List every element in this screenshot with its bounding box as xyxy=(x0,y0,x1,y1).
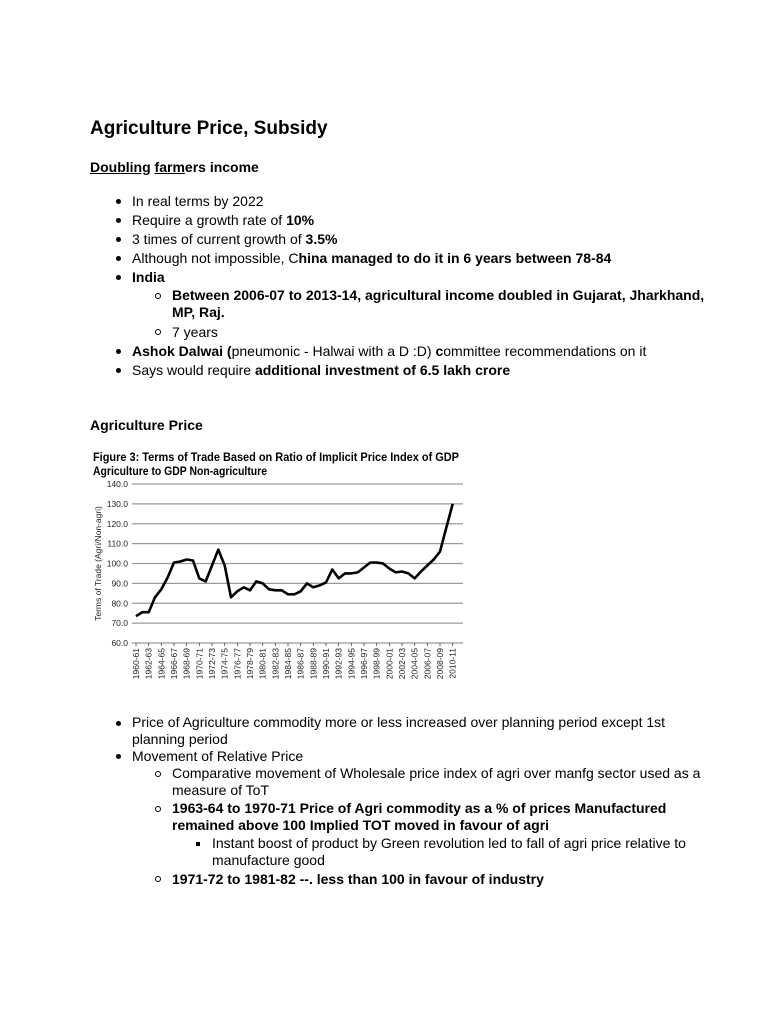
chart-y-tick-label: 140.0 xyxy=(106,479,128,489)
chart-y-tick-label: 90.0 xyxy=(111,578,128,589)
chart-y-tick-label: 80.0 xyxy=(111,598,128,609)
chart-x-tick-label: 1986-87 xyxy=(295,648,306,680)
item-text: Price of Agriculture commodity more or less increased over planning period except 1st planning period xyxy=(132,714,666,747)
item-text: Movement of Relative Price xyxy=(132,748,304,764)
list-item xyxy=(112,342,712,361)
chart-x-tick-label: 1976-77 xyxy=(232,648,243,680)
item-text: 7 years xyxy=(172,324,218,340)
chart-x-tick-label: 2006-07 xyxy=(422,648,433,680)
chart-x-tick-label: 1964-65 xyxy=(156,648,167,680)
sub-list-item xyxy=(152,765,712,801)
chart-x-tick-label: 1998-99 xyxy=(371,648,382,680)
list-item xyxy=(112,268,712,287)
terms-of-trade-line-chart xyxy=(90,447,470,687)
chart-x-tick-label: 2000-01 xyxy=(384,648,395,680)
chart-x-tick-label: 1962-63 xyxy=(143,648,154,680)
chart-x-tick-label: 1994-95 xyxy=(346,648,357,680)
chart-y-tick-label: 120.0 xyxy=(106,518,128,529)
chart-x-tick-label: 1996-97 xyxy=(359,648,369,680)
chart-x-tick-label: 2008-09 xyxy=(435,648,445,680)
chart-x-tick-label: 1970-71 xyxy=(194,648,205,680)
chart-x-tick-label: 1988-89 xyxy=(308,648,319,680)
doubling-income-list xyxy=(112,192,712,380)
list-item xyxy=(112,211,712,230)
chart-x-tick-label: 1990-91 xyxy=(321,648,331,680)
page-title: Agriculture Price, Subsidy xyxy=(90,118,328,139)
chart-y-tick-label: 100.0 xyxy=(106,558,128,569)
chart-x-tick-label: 1966-67 xyxy=(169,648,179,680)
item-bold-text: Between 2006-07 to 2013-14, agricultural income doubled in Gujarat, Jharkhand, MP, Raj. xyxy=(172,287,705,320)
item-bold-text: 1963-64 to 1970-71 Price of Agri commodity as a % of prices Manufactured remained above 100 Implied TOT moved in favour of agri xyxy=(172,800,667,833)
chart-x-tick-label: 1992-93 xyxy=(333,648,344,680)
chart-y-tick-label: 70.0 xyxy=(111,618,128,629)
sub-list-item xyxy=(152,323,712,342)
chart-series-line xyxy=(136,504,453,616)
list-item xyxy=(112,192,712,211)
chart-x-tick-label: 1980-81 xyxy=(257,648,268,680)
section-heading-agriculture-price: Agriculture Price xyxy=(90,417,203,433)
chart-x-tick-label: 2010-11 xyxy=(447,648,458,679)
chart-x-tick-label: 2004-05 xyxy=(409,648,420,680)
heading-underlined-fragment: farm xyxy=(154,159,185,175)
terms-of-trade-figure xyxy=(90,447,470,687)
item-bold-text: 10% xyxy=(286,212,315,228)
item-text: pneumonic - Halwai with a D :D) xyxy=(231,343,436,359)
sub-sub-list-item xyxy=(192,835,712,871)
chart-title-line-2: Agriculture to GDP Non-agriculture xyxy=(93,466,267,478)
chart-x-tick-label: 1982-83 xyxy=(270,648,281,680)
item-bold-text: 3.5% xyxy=(305,231,338,247)
item-bold-text: additional investment of 6.5 lakh crore xyxy=(254,362,511,378)
item-text: Comparative movement of Wholesale price index of agri over manfg sector used as a measure of ToT xyxy=(172,765,701,798)
item-bold-text: India xyxy=(132,269,165,285)
chart-y-tick-label: 130.0 xyxy=(106,498,128,509)
item-bold-text: hina managed to do it in 6 years between 78-84 xyxy=(298,250,612,266)
chart-y-tick-label: 110.0 xyxy=(107,538,128,549)
list-item xyxy=(112,230,712,249)
item-bold-text: 1971-72 to 1981-82 --. less than 100 in favour of industry xyxy=(172,871,544,887)
item-text: Require a growth rate of xyxy=(132,212,287,228)
item-bold-text: Ashok Dalwai ( xyxy=(132,343,232,359)
chart-x-tick-label: 2002-03 xyxy=(397,648,407,680)
chart-x-tick-label: 1972-73 xyxy=(207,648,217,680)
agriculture-price-list xyxy=(112,714,712,888)
chart-y-tick-label: 60.0 xyxy=(111,638,128,648)
list-item xyxy=(112,249,712,268)
list-item xyxy=(112,361,712,380)
chart-x-tick-label: 1978-79 xyxy=(245,648,255,680)
chart-x-tick-label: 1984-85 xyxy=(283,648,293,680)
heading-underlined-word: Doubling xyxy=(90,159,151,175)
heading-rest: ers income xyxy=(184,159,259,175)
item-text: 3 times of current growth of xyxy=(132,231,306,247)
chart-y-axis-label: Terms of Trade (Agri/Non-agri) xyxy=(93,506,103,621)
sub-list-item xyxy=(152,287,712,323)
chart-x-tick-label: 1960-61 xyxy=(131,648,141,680)
item-text: Although not impossible, C xyxy=(132,250,299,266)
list-item xyxy=(112,747,712,766)
list-item xyxy=(112,714,712,748)
chart-title-line-1: Figure 3: Terms of Trade Based on Ratio of Implicit Price Index of GDP xyxy=(93,452,460,464)
chart-x-tick-label: 1974-75 xyxy=(219,648,230,680)
chart-x-tick-label: 1968-69 xyxy=(181,648,192,680)
section-heading-doubling-income xyxy=(90,159,259,175)
item-text: Says would require xyxy=(132,362,255,378)
item-text: In real terms by 2022 xyxy=(132,193,264,209)
item-text: ommittee recommendations on it xyxy=(443,343,647,359)
sub-list-item xyxy=(152,870,712,889)
item-text: Instant boost of product by Green revolution led to fall of agri price relative to manufacture good xyxy=(212,835,686,868)
item-bold-text: c xyxy=(435,343,444,359)
sub-list-item xyxy=(152,800,712,836)
